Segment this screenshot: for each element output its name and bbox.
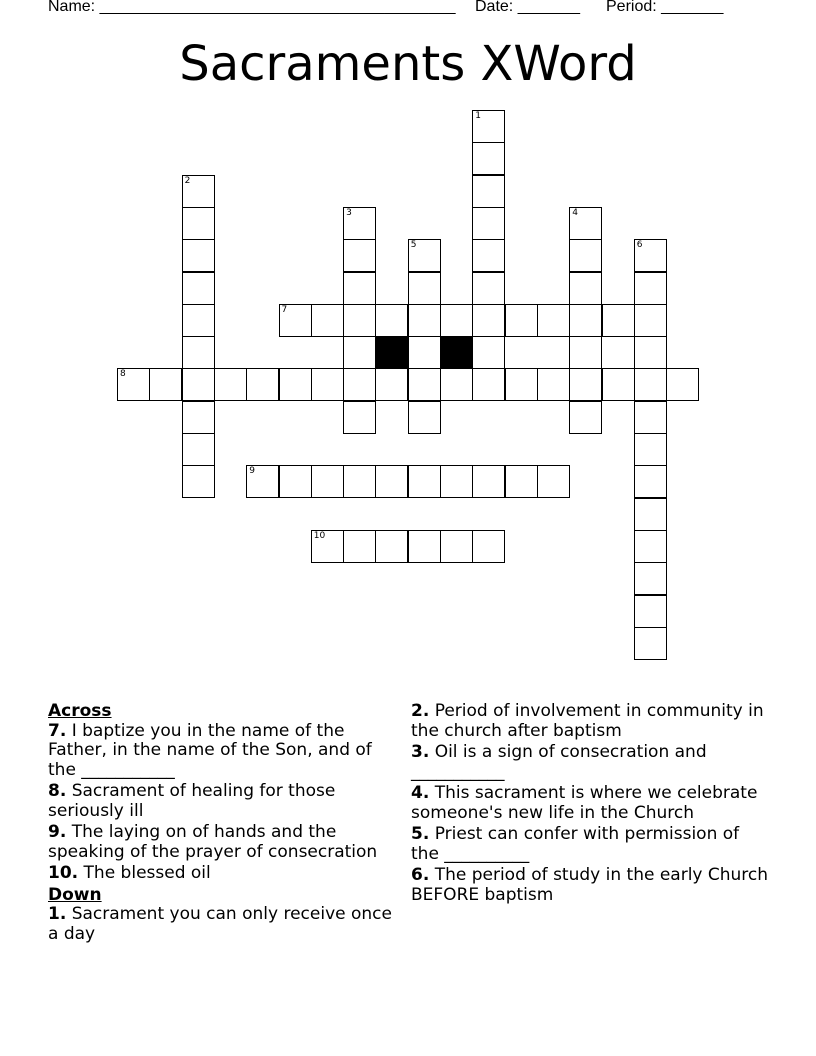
grid-cell[interactable] xyxy=(634,336,667,369)
clue-number-label: 5 xyxy=(410,240,417,251)
grid-cell[interactable] xyxy=(117,368,150,401)
clue-text: I baptize you in the name of the Father, in the name of the Son, and of the ___________ xyxy=(48,720,372,780)
clue-number-label: 2 xyxy=(184,175,191,186)
grid-cell[interactable] xyxy=(472,272,505,305)
grid-cell[interactable] xyxy=(408,336,441,369)
black-cell xyxy=(440,336,473,369)
grid-cell[interactable] xyxy=(182,175,215,208)
clue-text: The period of study in the early Church BEFORE baptism xyxy=(411,865,769,905)
clue-text: The laying on of hands and the speaking of the prayer of consecration xyxy=(48,822,378,862)
grid-cell[interactable] xyxy=(472,207,505,240)
clue-text: Sacrament you can only receive once a day xyxy=(48,904,392,944)
grid-cell[interactable] xyxy=(634,239,667,272)
clue-across-8 xyxy=(48,782,398,821)
clue-number-label: 4 xyxy=(572,207,578,218)
grid-cell[interactable] xyxy=(246,465,279,498)
clue-number: 8. xyxy=(48,781,67,801)
grid-cell[interactable] xyxy=(311,530,344,563)
down-heading: Down xyxy=(48,884,102,905)
period-field-label: Period: _______ xyxy=(606,0,724,15)
clue-text: Priest can confer with permission of the __________ xyxy=(411,824,740,864)
grid-cell[interactable] xyxy=(182,336,215,369)
clues-left-column xyxy=(48,702,398,946)
grid-cell[interactable] xyxy=(182,239,215,272)
clue-number: 2. xyxy=(411,701,430,721)
grid-cell[interactable] xyxy=(634,304,667,337)
clue-down-5 xyxy=(411,825,771,864)
grid-cell[interactable] xyxy=(149,368,182,401)
clues-right-column xyxy=(411,702,771,907)
clue-text: The blessed oil xyxy=(83,863,211,883)
clue-number-label: 8 xyxy=(120,369,126,380)
across-heading: Across xyxy=(48,701,112,721)
grid-cell[interactable] xyxy=(311,304,344,337)
grid-cell[interactable] xyxy=(182,433,215,466)
clue-down-1 xyxy=(48,905,398,944)
grid-cell[interactable] xyxy=(375,368,408,401)
clue-down-6 xyxy=(411,866,771,905)
grid-cell[interactable] xyxy=(472,368,505,401)
grid-cell[interactable] xyxy=(408,304,441,337)
grid-cell[interactable] xyxy=(505,304,538,337)
grid-cell[interactable] xyxy=(634,368,667,401)
grid-cell[interactable] xyxy=(472,110,505,143)
grid-cell[interactable] xyxy=(569,336,602,369)
grid-cell[interactable] xyxy=(569,272,602,305)
grid-cell[interactable] xyxy=(602,368,635,401)
grid-cell[interactable] xyxy=(279,368,312,401)
grid-cell[interactable] xyxy=(440,304,473,337)
grid-cell[interactable] xyxy=(408,239,441,272)
clue-number-label: 10 xyxy=(313,530,326,541)
clue-down-2 xyxy=(411,702,771,741)
clue-down-3 xyxy=(411,743,771,782)
grid-cell[interactable] xyxy=(311,368,344,401)
clue-text: Sacrament of healing for those seriously ill xyxy=(48,781,336,821)
grid-cell[interactable] xyxy=(343,239,376,272)
grid-cell[interactable] xyxy=(634,272,667,305)
grid-cell[interactable] xyxy=(311,465,344,498)
grid-cell[interactable] xyxy=(182,207,215,240)
grid-cell[interactable] xyxy=(408,465,441,498)
grid-cell[interactable] xyxy=(634,498,667,531)
clue-number: 5. xyxy=(411,824,430,844)
grid-cell[interactable] xyxy=(343,304,376,337)
grid-cell[interactable] xyxy=(472,304,505,337)
puzzle-title: Sacraments XWord xyxy=(179,36,637,92)
grid-cell[interactable] xyxy=(182,368,215,401)
clue-across-9 xyxy=(48,823,398,862)
grid-cell[interactable] xyxy=(440,530,473,563)
grid-cell[interactable] xyxy=(602,304,635,337)
grid-cell[interactable] xyxy=(472,465,505,498)
worksheet-header xyxy=(48,0,768,18)
grid-cell[interactable] xyxy=(505,368,538,401)
grid-cell[interactable] xyxy=(343,336,376,369)
clue-number-label: 9 xyxy=(249,466,255,477)
name-field-label: Name: ________________________________________ xyxy=(48,0,456,15)
grid-cell[interactable] xyxy=(569,239,602,272)
clue-number: 1. xyxy=(48,904,67,924)
grid-cell[interactable] xyxy=(343,368,376,401)
grid-cell[interactable] xyxy=(440,465,473,498)
grid-cell[interactable] xyxy=(408,530,441,563)
grid-cell[interactable] xyxy=(634,562,667,595)
clue-text: This sacrament is where we celebrate someone's new life in the Church xyxy=(411,783,758,823)
grid-cell[interactable] xyxy=(343,401,376,434)
grid-cell[interactable] xyxy=(182,401,215,434)
grid-cell[interactable] xyxy=(472,142,505,175)
grid-cell[interactable] xyxy=(279,304,312,337)
grid-cell[interactable] xyxy=(666,368,699,401)
clue-text: Period of involvement in community in the church after baptism xyxy=(411,701,764,741)
grid-cell[interactable] xyxy=(634,627,667,660)
grid-cell[interactable] xyxy=(279,465,312,498)
grid-cell[interactable] xyxy=(569,368,602,401)
clue-number: 4. xyxy=(411,783,430,803)
grid-cell[interactable] xyxy=(472,175,505,208)
grid-cell[interactable] xyxy=(472,530,505,563)
grid-cell[interactable] xyxy=(375,465,408,498)
grid-cell[interactable] xyxy=(182,272,215,305)
grid-cell[interactable] xyxy=(634,530,667,563)
grid-cell[interactable] xyxy=(408,272,441,305)
clue-across-7 xyxy=(48,722,398,781)
grid-cell[interactable] xyxy=(182,465,215,498)
grid-cell[interactable] xyxy=(408,368,441,401)
grid-cell[interactable] xyxy=(408,401,441,434)
grid-cell[interactable] xyxy=(246,368,279,401)
date-field-label: Date: _______ xyxy=(475,0,580,15)
grid-cell[interactable] xyxy=(537,304,570,337)
clue-down-4 xyxy=(411,784,771,823)
grid-cell[interactable] xyxy=(537,465,570,498)
clue-number: 10. xyxy=(48,863,79,883)
grid-cell[interactable] xyxy=(182,304,215,337)
grid-cell[interactable] xyxy=(569,207,602,240)
grid-cell[interactable] xyxy=(343,207,376,240)
grid-cell[interactable] xyxy=(440,368,473,401)
clue-number-label: 6 xyxy=(636,240,643,251)
grid-cell[interactable] xyxy=(343,272,376,305)
grid-cell[interactable] xyxy=(375,304,408,337)
grid-cell[interactable] xyxy=(537,368,570,401)
clue-number: 9. xyxy=(48,822,67,842)
clue-number-label: 3 xyxy=(346,207,352,218)
grid-cell[interactable] xyxy=(375,530,408,563)
clue-number-label: 1 xyxy=(475,111,482,121)
clue-text: Oil is a sign of consecration and ___________ xyxy=(411,742,707,782)
grid-cell[interactable] xyxy=(472,336,505,369)
clue-number-label: 7 xyxy=(281,304,288,315)
grid-cell[interactable] xyxy=(569,401,602,434)
clue-number: 3. xyxy=(411,742,430,762)
grid-cell[interactable] xyxy=(505,465,538,498)
clue-number: 7. xyxy=(48,720,67,741)
grid-cell[interactable] xyxy=(569,304,602,337)
clue-across-10 xyxy=(48,864,398,884)
grid-cell[interactable] xyxy=(472,239,505,272)
clue-number: 6. xyxy=(411,865,430,885)
grid-cell[interactable] xyxy=(214,368,247,401)
black-cell xyxy=(375,336,408,369)
grid-cell[interactable] xyxy=(634,433,667,466)
grid-cell[interactable] xyxy=(634,465,667,498)
grid-cell[interactable] xyxy=(343,530,376,563)
grid-cell[interactable] xyxy=(343,465,376,498)
grid-cell[interactable] xyxy=(634,401,667,434)
grid-cell[interactable] xyxy=(634,595,667,628)
